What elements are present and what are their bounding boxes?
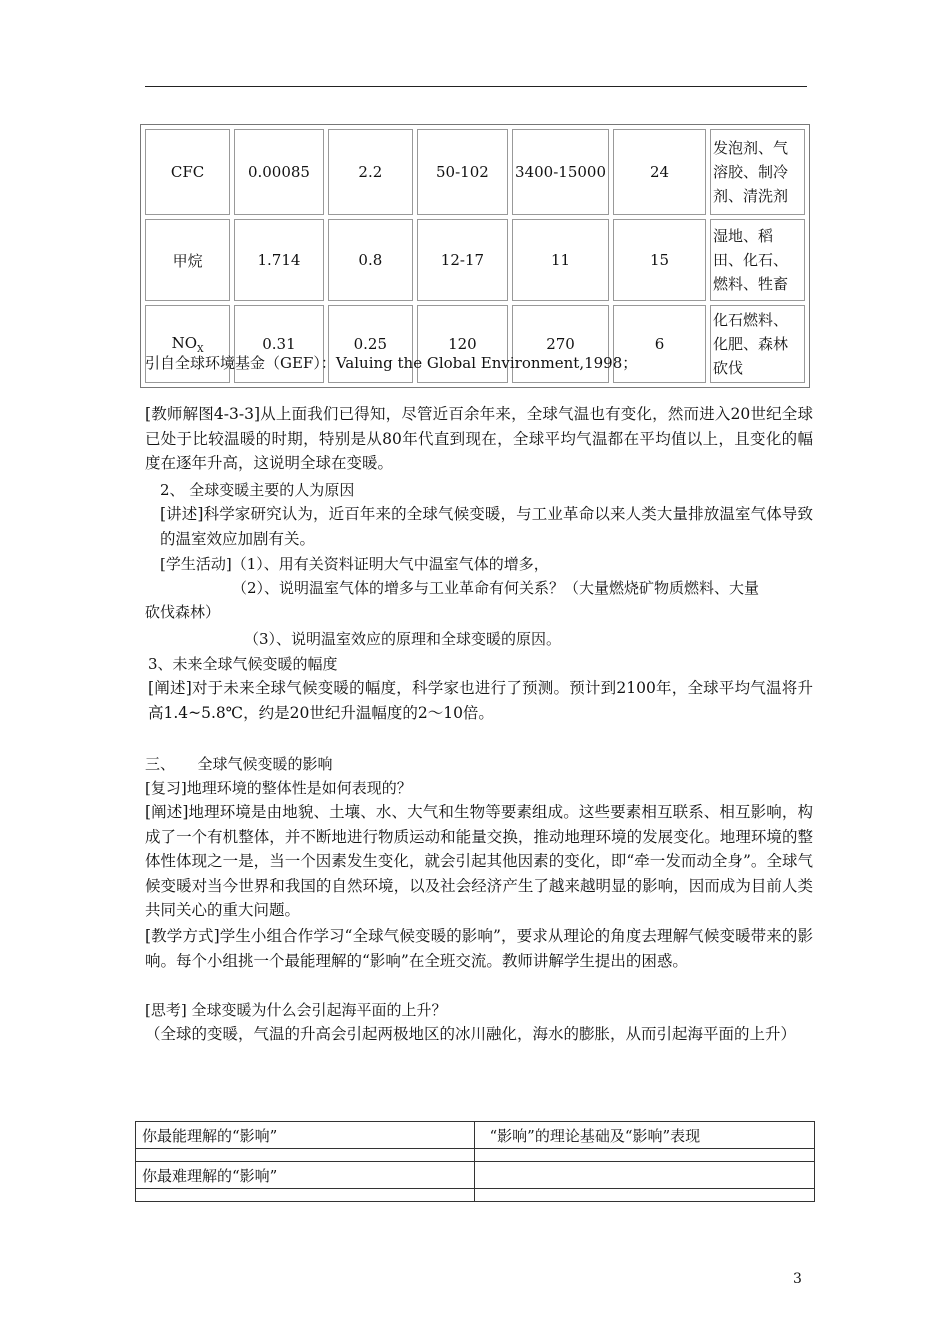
lecture-paragraph: [讲述]科学家研究认为，近百年来的全球气候变暖，与工业革命以来人类大量排放温室气体导致的温室效应加剧有关。 [160,505,813,548]
table-cell: 50-102 [417,129,508,215]
impact-response-table [135,1121,815,1202]
review-question: [复习]地理环境的整体性是如何表现的？ [145,779,412,797]
gas-formula: NO [171,333,198,352]
table-cell: 3400-15000 [512,129,609,215]
source-cell: 湿地、稻田、化石、燃料、牲畜 [710,219,805,301]
table-cell[interactable] [136,1149,475,1162]
integrity-paragraph: [阐述]地理环境是由地貌、土壤、水、大气和生物等要素组成。这些要素相互联系、相互影响，构成了一个有机整体，并不断地进行物质运动和能量交换，推动地理环境的发展变化。地理环境的整体性体现之一是，当一个因素发生变化，就会引起其他因素的变化，即“牵一发而动全身”。全球气候变暖对当今世界和我国的自然环境，以及社会经济产生了越来越明显的影响，因而成为目前人类共同关心的重大问题。 [145,803,813,919]
think-answer: （全球的变暖，气温的升高会引起两极地区的冰川融化，海水的膨胀，从而引起海平面的上升） [145,1025,797,1043]
table-cell: 120 [417,305,508,383]
gas-name-cell: 甲烷 [145,219,230,301]
table-cell: 24 [613,129,706,215]
student-activity-1: [学生活动]（1）、用有关资料证明大气中温室气体的增多， [160,555,549,573]
table-cell: 6 [613,305,706,383]
header-rule [145,86,807,87]
table-cell: 11 [512,219,609,301]
table-row [136,1162,815,1189]
section-heading-2: 2、 全球变暖主要的人为原因 [160,481,355,499]
table-cell: 0.8 [328,219,413,301]
table-cell: 15 [613,219,706,301]
table-cell: 0.25 [328,305,413,383]
student-activity-2: （2）、说明温室气体的增多与工业革命有何关系？（大量燃烧矿物质燃料、大量 [232,579,760,597]
table-row [136,1149,815,1162]
table-cell: 1.714 [234,219,324,301]
greenhouse-gas-table [140,124,810,388]
table-cell: “影响”的理论基础及“影响”表现 [475,1122,815,1149]
source-cell: 发泡剂、气溶胶、制冷剂、清洗剂 [710,129,805,215]
page-number: 3 [793,1271,802,1287]
table-cell: 你最能理解的“影响” [136,1122,475,1149]
student-activity-2-cont: 砍伐森林） [145,603,221,621]
forecast-paragraph: [阐述]对于未来全球气候变暖的幅度，科学家也进行了预测。预计到2100年，全球平均气温将升高1.4~5.8℃，约是20世纪升温幅度的2～10倍。 [148,679,813,722]
section-three-title: 三、 全球气候变暖的影响 [145,755,333,773]
source-cell: 化石燃料、化肥、森林砍伐 [710,305,805,383]
table-row [136,1122,815,1149]
student-activity-3: （3）、说明温室效应的原理和全球变暖的原因。 [244,630,562,648]
table-cell: 你最难理解的“影响” [136,1162,475,1189]
gas-name-cell: CFC [145,129,230,215]
table-row [136,1189,815,1202]
table-cell[interactable] [475,1162,815,1189]
table-cell[interactable] [475,1149,815,1162]
table-cell: 270 [512,305,609,383]
table-cell[interactable] [475,1189,815,1202]
table-row [145,219,805,301]
table-cell[interactable] [136,1189,475,1202]
section-heading-3: 3、未来全球气候变暖的幅度 [148,655,338,673]
teaching-method-paragraph: [教学方式]学生小组合作学习“全球气候变暖的影响”，要求从理论的角度去理解气候变暖带来的影响。每个小组挑一个最能理解的“影响”在全班交流。教师讲解学生提出的困惑。 [145,927,813,970]
teacher-explanation: [教师解图4-3-3]从上面我们已得知，尽管近百余年来，全球气温也有变化，然而进入20世纪全球已处于比较温暖的时期，特别是从80年代直到现在，全球平均气温都在平均值以上，且变化的幅度在逐年升高，这说明全球在变暖。 [145,405,813,472]
think-question: [思考] 全球变暖为什么会引起海平面的上升？ [145,1001,447,1019]
table-cell: 0.00085 [234,129,324,215]
table-cell: 12-17 [417,219,508,301]
table-row [145,129,805,215]
table-cell: 0.31 [234,305,324,383]
table-cell: 2.2 [328,129,413,215]
gas-formula-subscript: X [197,344,204,355]
citation: 引自全球环境基金（GEF）：Valuing the Global Environment,1998； [145,354,638,372]
